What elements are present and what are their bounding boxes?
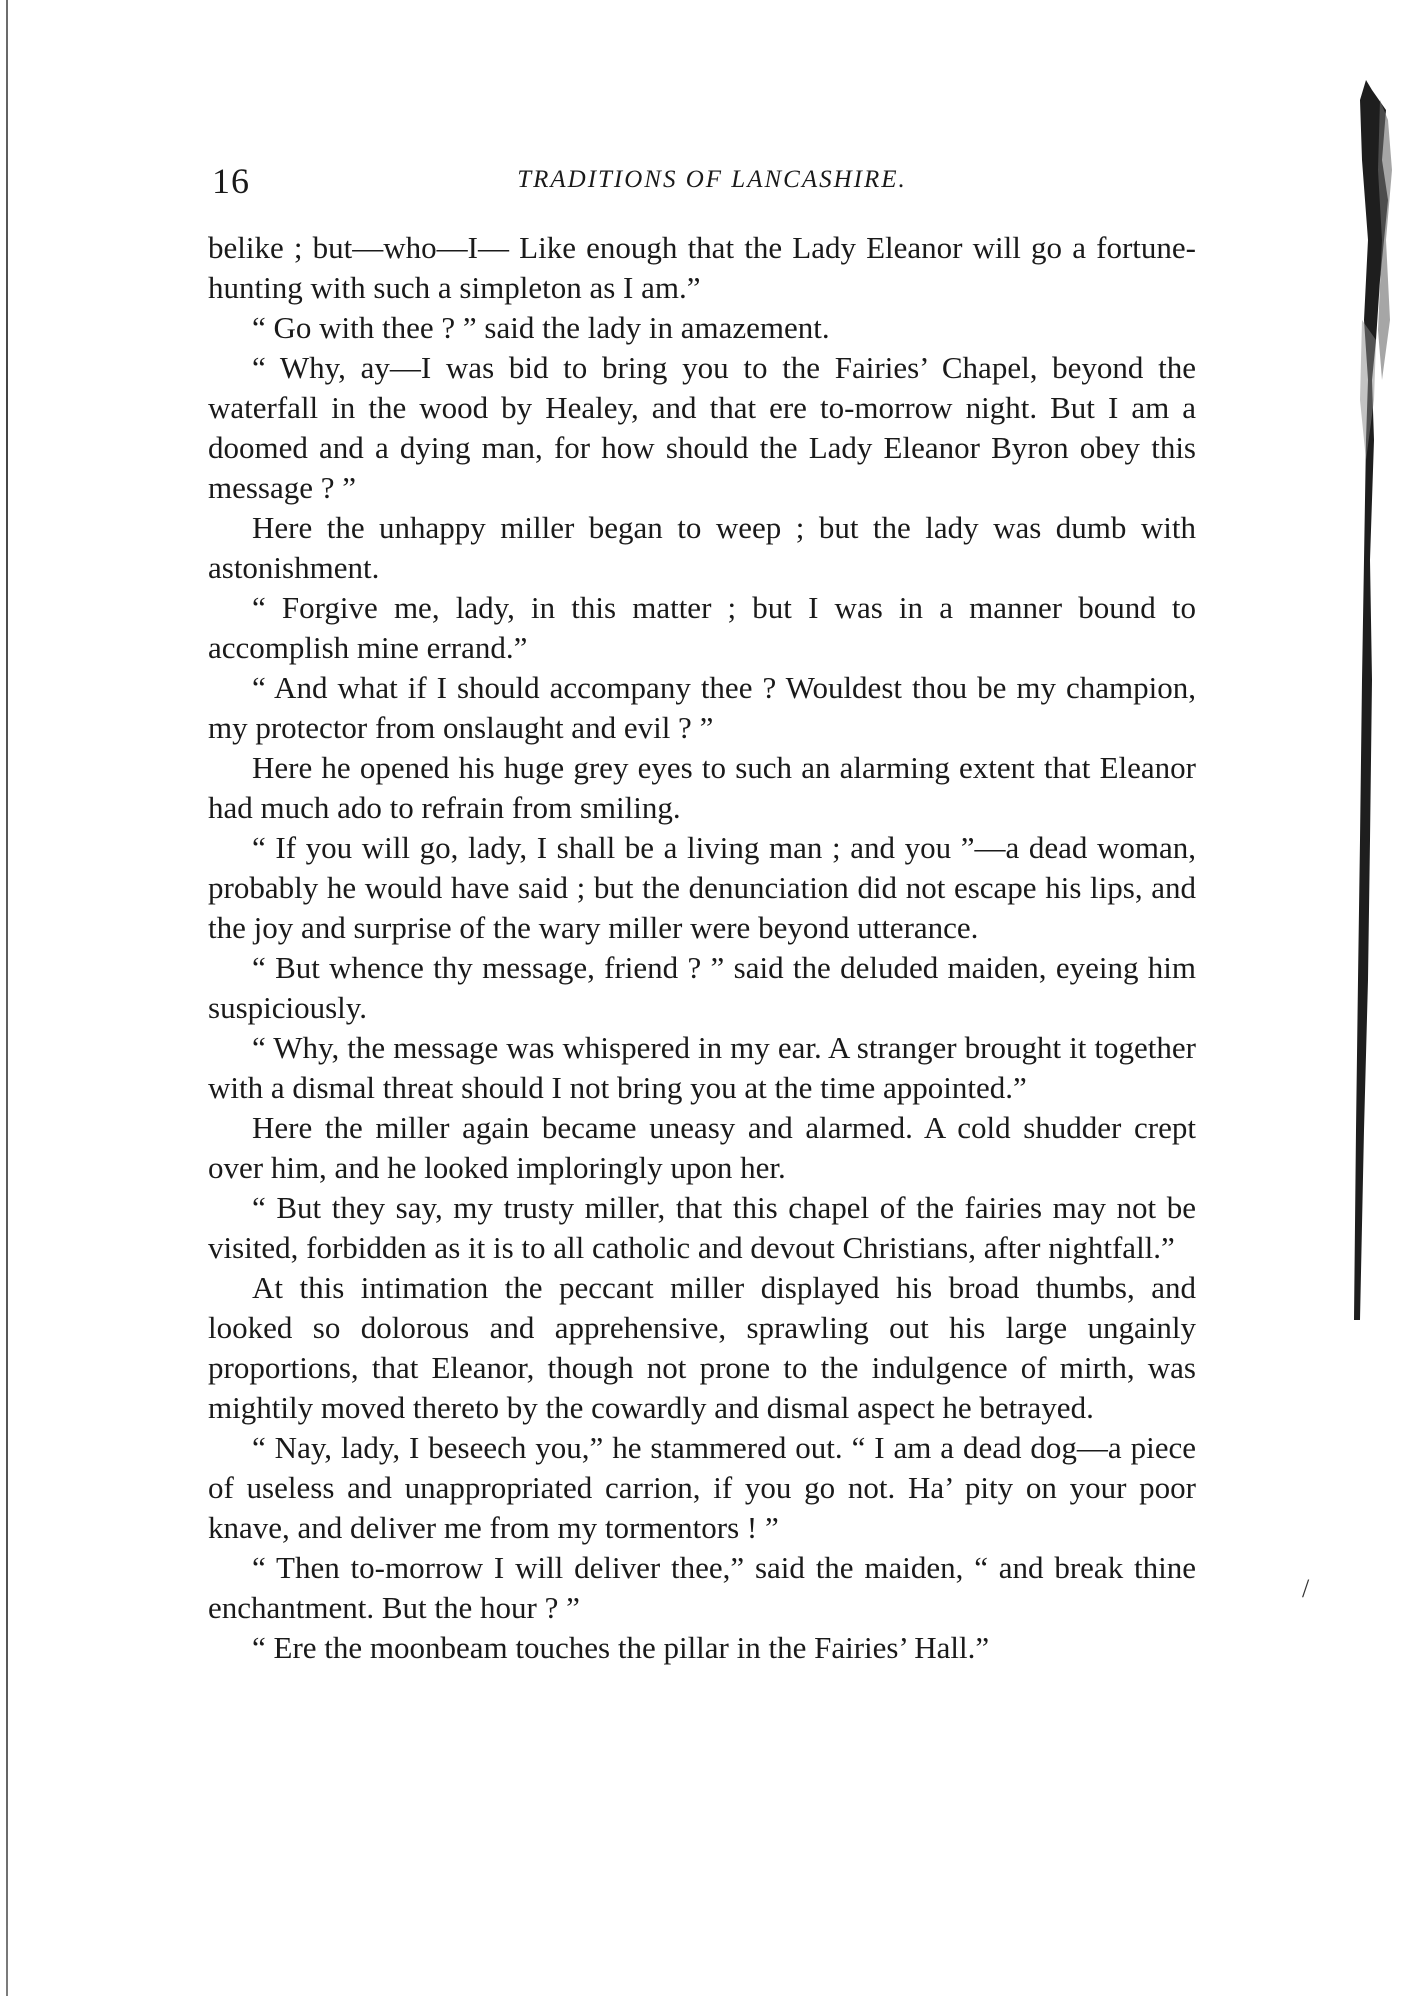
paragraph: “ Why, ay—I was bid to bring you to the Fairies’ Chapel, beyond the waterfall in the wood by Healey, and that ere to-morrow night. But I am a doomed and a dying man, for how should the Lady Eleanor Byron obey this message ? ” bbox=[208, 350, 1196, 505]
paragraph: At this intimation the peccant miller displayed his broad thumbs, and looked so dolorous and apprehensive, sprawling out his large ungainly proportions, that Eleanor, though not prone to the indulgence of mirth, was mightily moved thereto by the cowardly and dismal aspect he betrayed. bbox=[208, 1270, 1196, 1425]
paragraph: Here the miller again became uneasy and alarmed. A cold shudder crept over him, and he looked imploringly upon her. bbox=[208, 1110, 1196, 1185]
paragraph: “ But they say, my trusty miller, that this chapel of the fairies may not be visited, forbidden as it is to all catholic and devout Christians, after nightfall.” bbox=[208, 1190, 1196, 1265]
paragraph: Here he opened his huge grey eyes to such an alarming extent that Eleanor had much ado to refrain from smiling. bbox=[208, 750, 1196, 825]
paragraph: “ But whence thy message, friend ? ” said the deluded maiden, eyeing him suspiciously. bbox=[208, 950, 1196, 1025]
stray-mark: / bbox=[1302, 1574, 1310, 1603]
paragraph: “ Nay, lady, I beseech you,” he stammered out. “ I am a dead dog—a piece of useless and unappropriated carrion, if you go not. Ha’ pity on your poor knave, and deliver me from my tormentors ! ” bbox=[208, 1430, 1196, 1545]
paragraph: belike ; but—who—I— Like enough that the Lady Eleanor will go a fortune-hunting with such a simpleton as I am.” bbox=[208, 230, 1196, 305]
running-title: TRADITIONS OF LANCASHIRE. bbox=[517, 166, 907, 193]
body-text bbox=[208, 228, 1196, 1668]
paragraph: Here the unhappy miller began to weep ; but the lady was dumb with astonishment. bbox=[208, 510, 1196, 585]
paragraph: “ If you will go, lady, I shall be a living man ; and you ”—a dead woman, probably he would have said ; but the denunciation did not escape his lips, and the joy and surprise of the wary miller were beyond utterance. bbox=[208, 830, 1196, 945]
scan-left-edge bbox=[6, 0, 8, 1996]
page-number: 16 bbox=[212, 161, 250, 201]
page-header bbox=[212, 160, 1192, 200]
paragraph: “ Ere the moonbeam touches the pillar in the Fairies’ Hall.” bbox=[252, 1630, 990, 1665]
paragraph: “ Forgive me, lady, in this matter ; but I was in a manner bound to accomplish mine errand.” bbox=[208, 590, 1196, 665]
paragraph: “ Go with thee ? ” said the lady in amazement. bbox=[252, 310, 830, 345]
binding-shadow bbox=[1342, 80, 1412, 1320]
paragraph: “ Why, the message was whispered in my ear. A stranger brought it together with a dismal threat should I not bring you at the time appointed.” bbox=[208, 1030, 1196, 1105]
paragraph: “ Then to-morrow I will deliver thee,” said the maiden, “ and break thine enchantment. But the hour ? ” bbox=[208, 1550, 1196, 1625]
paragraph: “ And what if I should accompany thee ? Wouldest thou be my champion, my protector from onslaught and evil ? ” bbox=[208, 670, 1196, 745]
